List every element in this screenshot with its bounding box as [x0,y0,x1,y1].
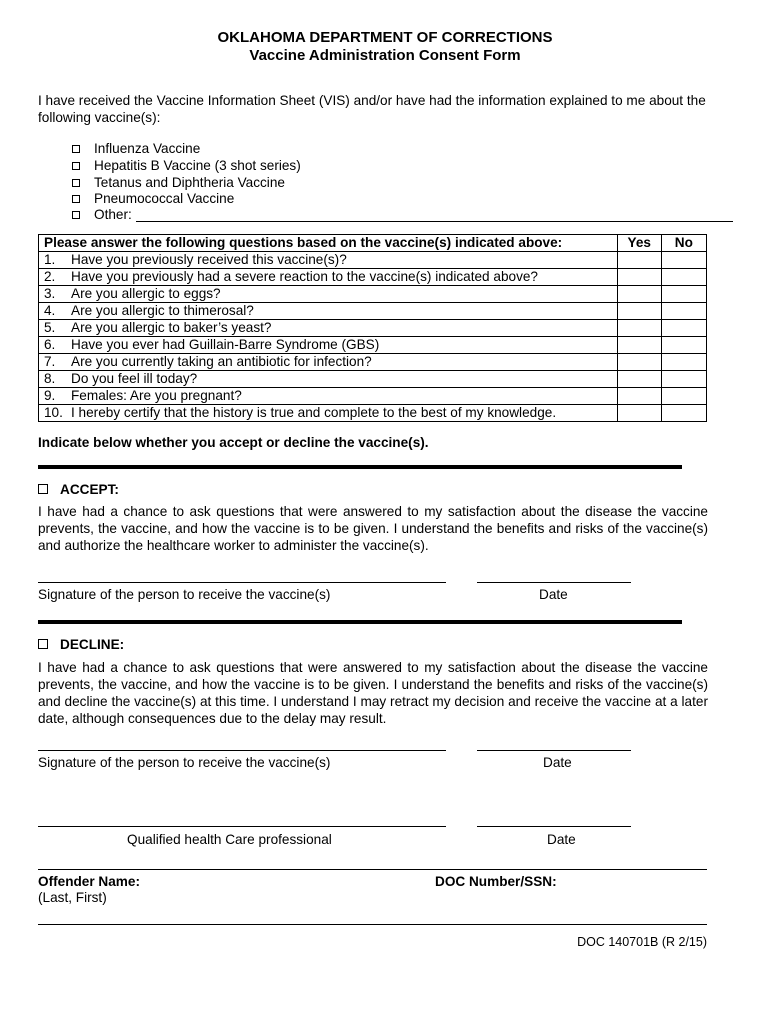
no-cell[interactable] [661,354,706,371]
vaccine-label: Hepatitis B Vaccine (3 shot series) [94,158,301,173]
question-number: 5. [44,320,56,335]
question-text: I hereby certify that the history is true and complete to the best of my knowledge. [71,405,557,420]
accept-signature-line[interactable] [38,582,446,583]
yes-cell[interactable] [617,252,661,269]
table-row [39,252,707,269]
yes-cell[interactable] [617,388,661,405]
question-text: Are you allergic to thimerosal? [71,303,254,318]
decline-label: DECLINE: [60,637,125,652]
yes-cell[interactable] [617,269,661,286]
no-cell[interactable] [661,337,706,354]
form-title: OKLAHOMA DEPARTMENT OF CORRECTIONS [217,29,553,46]
question-number: 2. [44,269,56,284]
decline-checkbox[interactable] [38,639,48,649]
question-number: 3. [44,286,56,301]
no-cell[interactable] [661,252,706,269]
yes-cell[interactable] [617,303,661,320]
vaccine-label: Tetanus and Diphtheria Vaccine [94,175,285,190]
no-cell[interactable] [661,388,706,405]
question-number: 10. [44,405,63,420]
form-subtitle: Vaccine Administration Consent Form [249,47,521,64]
offender-bottom-rule [38,924,707,925]
question-number: 4. [44,303,56,318]
other-vaccine-line[interactable] [136,221,733,222]
vaccine-item-influenza[interactable] [72,140,672,157]
decline-signature-line[interactable] [38,750,446,751]
no-cell[interactable] [661,405,706,422]
professional-signature-line[interactable] [38,826,446,827]
intro-text: I have received the Vaccine Information Sheet (VIS) and/or have had the information explained to me about the following vaccine(s): [38,93,706,125]
professional-date-line[interactable] [477,826,631,827]
table-row [39,269,707,286]
professional-label: Qualified health Care professional [127,832,332,847]
table-row [39,303,707,320]
no-cell[interactable] [661,303,706,320]
yes-cell[interactable] [617,286,661,303]
decline-text: I have had a chance to ask questions that were answered to my satisfaction about the disease the vaccine prevents, the vaccine, and how the vaccine is to be given. I understand the benefits and risks of the vaccine(s) and decline the vaccine(s) at this time. I understand I may retract my decision and receive the vaccine at a later date, although consequences due to the delay may result. [38,660,708,726]
vaccine-item-other[interactable] [72,206,672,223]
questions-header: Please answer the following questions based on the vaccine(s) indicated above: [39,235,618,252]
accept-heading[interactable] [38,481,708,498]
vaccine-label: Other: [94,207,132,222]
yes-cell[interactable] [617,371,661,388]
question-number: 7. [44,354,56,369]
offender-name-hint: (Last, First) [38,890,107,905]
offender-top-rule [38,869,707,870]
vaccine-label: Influenza Vaccine [94,141,201,156]
table-header-row [39,235,707,252]
vaccine-item-pneumococcal[interactable] [72,190,672,207]
checkbox-icon[interactable] [72,211,80,219]
doc-number-label: DOC Number/SSN: [435,874,557,889]
offender-name-label: Offender Name: [38,874,140,889]
question-text: Are you allergic to baker’s yeast? [71,320,272,335]
questions-table [38,234,707,422]
question-number: 1. [44,252,56,267]
accept-date-label: Date [539,587,568,602]
table-row [39,337,707,354]
table-row [39,320,707,337]
checkbox-icon[interactable] [72,145,80,153]
yes-cell[interactable] [617,320,661,337]
no-cell[interactable] [661,320,706,337]
decline-date-line[interactable] [477,750,631,751]
vaccine-label: Pneumococcal Vaccine [94,191,235,206]
decline-heading[interactable] [38,636,708,653]
accept-date-line[interactable] [477,582,631,583]
checkbox-icon[interactable] [72,195,80,203]
yes-cell[interactable] [617,354,661,371]
accept-signature-label: Signature of the person to receive the vaccine(s) [38,587,331,602]
accept-label: ACCEPT: [60,482,119,497]
decline-date-label: Date [543,755,572,770]
table-row [39,405,707,422]
question-text: Have you ever had Guillain-Barre Syndrome (GBS) [71,337,380,352]
section-divider [38,620,682,624]
vaccine-item-hepatitis-b[interactable] [72,157,672,174]
yes-header: Yes [617,235,661,252]
professional-date-label: Date [547,832,576,847]
no-cell[interactable] [661,371,706,388]
question-text: Have you previously had a severe reaction to the vaccine(s) indicated above? [71,269,538,284]
no-cell[interactable] [661,286,706,303]
accept-checkbox[interactable] [38,484,48,494]
table-row [39,354,707,371]
no-cell[interactable] [661,269,706,286]
form-number: DOC 140701B (R 2/15) [577,935,707,949]
question-number: 8. [44,371,56,386]
table-row [39,371,707,388]
question-text: Have you previously received this vaccine(s)? [71,252,347,267]
question-text: Are you currently taking an antibiotic for infection? [71,354,372,369]
question-number: 6. [44,337,56,352]
question-number: 9. [44,388,56,403]
table-row [39,388,707,405]
indicate-instruction: Indicate below whether you accept or decline the vaccine(s). [38,435,429,450]
no-header: No [661,235,706,252]
yes-cell[interactable] [617,337,661,354]
decline-signature-label: Signature of the person to receive the vaccine(s) [38,755,331,770]
section-divider [38,465,682,469]
vaccine-item-tetanus-diphtheria[interactable] [72,174,672,191]
checkbox-icon[interactable] [72,179,80,187]
question-text: Do you feel ill today? [71,371,198,386]
question-text: Females: Are you pregnant? [71,388,242,403]
yes-cell[interactable] [617,405,661,422]
table-row [39,286,707,303]
question-text: Are you allergic to eggs? [71,286,221,301]
accept-text: I have had a chance to ask questions that were answered to my satisfaction about the disease the vaccine prevents, the vaccine, and how the vaccine is to be given. I understand the benefits and risks of the vaccine(s) and authorize the healthcare worker to administer the vaccine(s). [38,504,708,553]
checkbox-icon[interactable] [72,162,80,170]
